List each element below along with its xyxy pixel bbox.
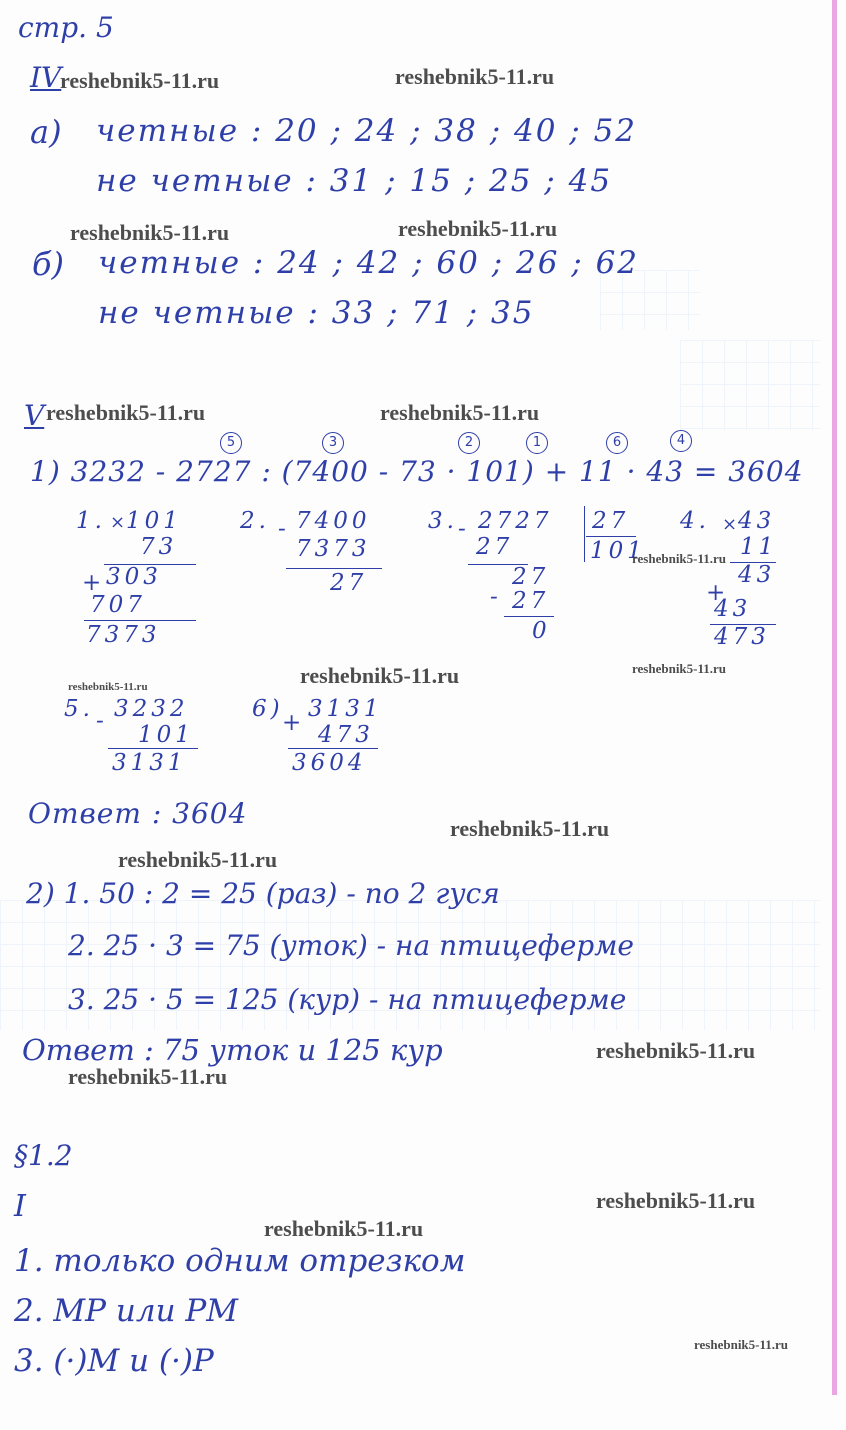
section-heading: §1.2 (14, 1139, 73, 1172)
watermark: reshebnik5-11.ru (68, 1064, 228, 1089)
dividend: 2727 (478, 508, 553, 534)
partial-product: 43 (714, 596, 752, 622)
watermark: reshebnik5-11.ru (60, 68, 220, 93)
rule (504, 616, 554, 617)
step4-multiplication (680, 510, 790, 660)
operand: 11 (740, 534, 778, 560)
margin-line (832, 0, 837, 1395)
step-label: 3. (428, 508, 458, 534)
partial: 27 (512, 564, 550, 590)
division-bar (584, 506, 585, 562)
quotient: 101 (590, 538, 646, 564)
watermark: reshebnik5-11.ru (380, 400, 540, 425)
remainder: 0 (532, 618, 551, 644)
operand: 473 (318, 722, 374, 748)
result: 473 (714, 624, 770, 650)
rule (288, 748, 378, 749)
order-mark: 5 (220, 432, 242, 454)
operand: 7400 (296, 508, 371, 534)
divisor: 27 (592, 508, 630, 534)
step-label: 5. (64, 696, 94, 722)
operand: 101 (138, 722, 194, 748)
operand: 43 (738, 508, 776, 534)
section-iv-numeral: IV (30, 61, 62, 94)
partial-product: 303 (106, 564, 162, 590)
rule (84, 620, 196, 621)
result: 7373 (86, 622, 161, 648)
operator: - (458, 516, 470, 542)
partial-product: 43 (738, 562, 776, 588)
grid-pattern (680, 340, 820, 430)
watermark: reshebnik5-11.ru (300, 663, 460, 688)
watermark: reshebnik5-11.ru (395, 64, 555, 89)
rule (286, 568, 382, 569)
operator: + (82, 570, 106, 596)
result: 3131 (112, 750, 187, 776)
order-mark: 1 (526, 432, 548, 454)
watermark: reshebnik5-11.ru (70, 220, 230, 245)
task2-line3: 3. 25 · 5 = 125 (кур) - на птицеферме (68, 983, 627, 1016)
watermark: reshebnik5-11.ru (596, 1188, 756, 1213)
step5-subtraction (64, 698, 214, 788)
step1-multiplication (76, 510, 206, 660)
watermark: reshebnik5-11.ru (632, 661, 727, 676)
iv-a-odd-line: не четные : 31 ; 15 ; 25 ; 45 (96, 163, 613, 199)
rule (108, 748, 198, 749)
operand: 101 (126, 508, 182, 534)
operator: × (722, 514, 742, 535)
operator: + (706, 580, 730, 606)
watermark: reshebnik5-11.ru (118, 847, 278, 872)
step-label: 1. (76, 508, 106, 534)
operand: 73 (140, 534, 178, 560)
item-2: 2. МР или РМ (14, 1293, 239, 1329)
task2-answer: Ответ : 75 уток и 125 кур (22, 1033, 443, 1067)
operator: × (110, 512, 130, 533)
partial: 27 (476, 534, 514, 560)
iv-b-odd-line: не четные : 33 ; 71 ; 35 (98, 295, 535, 331)
operator: - (96, 708, 108, 734)
result: 3604 (292, 750, 367, 776)
watermark: reshebnik5-11.ru (694, 1337, 789, 1352)
task2-line2: 2. 25 · 3 = 75 (уток) - на птицеферме (68, 929, 634, 962)
watermark: reshebnik5-11.ru (68, 681, 148, 693)
task1-answer: Ответ : 3604 (28, 797, 248, 830)
step6-addition (252, 698, 392, 788)
operator: - (490, 584, 502, 610)
order-mark: 6 (606, 432, 628, 454)
operand: 3131 (308, 696, 383, 722)
watermark: reshebnik5-11.ru (46, 400, 206, 425)
iv-b-label: б) (32, 245, 65, 283)
page-header: стр. 5 (18, 11, 114, 44)
watermark: reshebnik5-11.ru (450, 816, 610, 841)
watermark: reshebnik5-11.ru (398, 216, 558, 241)
order-mark: 4 (670, 430, 692, 452)
step-label: 2. (240, 508, 270, 534)
task2-line1: 2) 1. 50 : 2 = 25 (раз) - по 2 гуся (26, 877, 500, 910)
section-v-numeral: V (24, 399, 45, 432)
step-label: 6) (252, 696, 284, 722)
section-12-numeral: I (14, 1189, 26, 1224)
partial: 27 (512, 588, 550, 614)
item-1: 1. только одним отрезком (14, 1243, 466, 1279)
iv-a-even-line: четные : 20 ; 24 ; 38 ; 40 ; 52 (96, 113, 638, 149)
operand: 3232 (114, 696, 189, 722)
iv-a-label: а) (30, 113, 62, 151)
order-mark: 2 (458, 432, 480, 454)
item-3: 3. (·)М и (·)Р (14, 1343, 214, 1379)
step-label: 4. (680, 508, 710, 534)
operator: + (282, 710, 306, 736)
task1-expression: 1) 3232 - 2727 : (7400 - 73 · 101) + 11 · 43 = 3604 (30, 455, 804, 488)
watermark: reshebnik5-11.ru (596, 1038, 756, 1063)
result: 27 (330, 570, 368, 596)
watermark: reshebnik5-11.ru (264, 1216, 424, 1241)
rule (586, 536, 636, 537)
operator: - (278, 516, 290, 542)
step3-division (428, 508, 646, 650)
operand: 7373 (296, 536, 371, 562)
order-mark: 3 (322, 432, 344, 454)
iv-b-even-line: четные : 24 ; 42 ; 60 ; 26 ; 62 (98, 245, 640, 281)
partial-product: 707 (90, 592, 146, 618)
step2-subtraction (240, 510, 390, 610)
watermark: reshebnik5-11.ru (632, 551, 727, 566)
